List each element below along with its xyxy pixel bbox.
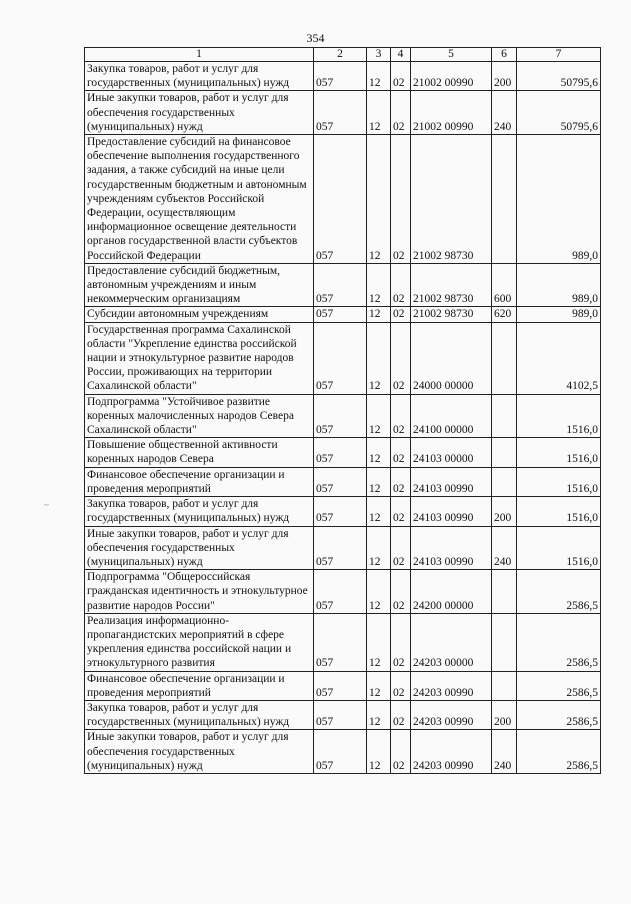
target-article-code: 21002 00990 xyxy=(411,91,492,135)
item-name: Предоставление субсидий бюджетным, автономным учреждениям и иным некоммерческим организациям xyxy=(85,263,314,307)
expense-type-code: 240 xyxy=(492,526,517,570)
amount: 1516,0 xyxy=(517,438,601,467)
target-article-code: 21002 00990 xyxy=(411,62,492,91)
column-header: 1 xyxy=(85,48,314,62)
item-name: Закупка товаров, работ и услуг для государственных (муниципальных) нужд xyxy=(85,700,314,729)
expense-type-code: 200 xyxy=(492,62,517,91)
section-code: 12 xyxy=(367,570,391,614)
subsection-code: 02 xyxy=(391,700,411,729)
column-header: 6 xyxy=(492,48,517,62)
column-header: 7 xyxy=(517,48,601,62)
amount: 2586,5 xyxy=(517,700,601,729)
ministry-code: 057 xyxy=(314,394,367,438)
ministry-code: 057 xyxy=(314,700,367,729)
section-code: 12 xyxy=(367,730,391,774)
item-name: Реализация информационно-пропагандистских мероприятий в сфере укрепления единства российской нации и этнокультурного развития xyxy=(85,613,314,671)
target-article-code: 24100 00000 xyxy=(411,394,492,438)
budget-table xyxy=(84,47,601,774)
ministry-code: 057 xyxy=(314,570,367,614)
table-row xyxy=(85,91,601,135)
ministry-code: 057 xyxy=(314,62,367,91)
amount: 989,0 xyxy=(517,263,601,307)
expense-type-code xyxy=(492,467,517,496)
item-name: Финансовое обеспечение организации и проведения мероприятий xyxy=(85,671,314,700)
page-number: 354 xyxy=(306,31,325,45)
section-code: 12 xyxy=(367,671,391,700)
ministry-code: 057 xyxy=(314,613,367,671)
column-header: 4 xyxy=(391,48,411,62)
ministry-code: 057 xyxy=(314,497,367,526)
amount: 989,0 xyxy=(517,307,601,322)
ministry-code: 057 xyxy=(314,322,367,394)
item-name: Закупка товаров, работ и услуг для государственных (муниципальных) нужд xyxy=(85,497,314,526)
item-name: Закупка товаров, работ и услуг для государственных (муниципальных) нужд xyxy=(85,62,314,91)
target-article-code: 21002 98730 xyxy=(411,263,492,307)
ministry-code: 057 xyxy=(314,307,367,322)
section-code: 12 xyxy=(367,613,391,671)
subsection-code: 02 xyxy=(391,730,411,774)
expense-type-code xyxy=(492,322,517,394)
ministry-code: 057 xyxy=(314,526,367,570)
expense-type-code: 620 xyxy=(492,307,517,322)
subsection-code: 02 xyxy=(391,613,411,671)
table-row xyxy=(85,438,601,467)
table-row xyxy=(85,394,601,438)
table-row xyxy=(85,700,601,729)
item-name: Государственная программа Сахалинской области "Укрепление единства российской нации и этнокультурное развитие народов России, проживающих на территории Сахалинской области" xyxy=(85,322,314,394)
amount: 1516,0 xyxy=(517,394,601,438)
target-article-code: 21002 98730 xyxy=(411,135,492,264)
expense-type-code xyxy=(492,570,517,614)
subsection-code: 02 xyxy=(391,91,411,135)
table-row xyxy=(85,322,601,394)
target-article-code: 24203 00990 xyxy=(411,700,492,729)
item-name: Иные закупки товаров, работ и услуг для обеспечения государственных (муниципальных) нужд xyxy=(85,91,314,135)
table-row xyxy=(85,307,601,322)
table-row xyxy=(85,62,601,91)
amount: 1516,0 xyxy=(517,467,601,496)
table-row xyxy=(85,263,601,307)
target-article-code: 24203 00000 xyxy=(411,613,492,671)
amount: 2586,5 xyxy=(517,671,601,700)
item-name: Иные закупки товаров, работ и услуг для обеспечения государственных (муниципальных) нужд xyxy=(85,730,314,774)
column-header: 3 xyxy=(367,48,391,62)
target-article-code: 24103 00000 xyxy=(411,438,492,467)
subsection-code: 02 xyxy=(391,570,411,614)
scan-mark: ~ xyxy=(44,500,49,510)
subsection-code: 02 xyxy=(391,263,411,307)
item-name: Предоставление субсидий на финансовое обеспечение выполнения государственного задания, а также субсидий на иные цели государственным бюджетным и автономным учреждениям субъектов Российской Федерации, осуществляющим информационное освещение деятельности органов государственной власти субъектов Российской Федерации xyxy=(85,135,314,264)
section-code: 12 xyxy=(367,322,391,394)
target-article-code: 24200 00000 xyxy=(411,570,492,614)
section-code: 12 xyxy=(367,394,391,438)
section-code: 12 xyxy=(367,307,391,322)
item-name: Подпрограмма "Устойчивое развитие коренных малочисленных народов Севера Сахалинской области" xyxy=(85,394,314,438)
section-code: 12 xyxy=(367,497,391,526)
ministry-code: 057 xyxy=(314,467,367,496)
table-row xyxy=(85,730,601,774)
target-article-code: 21002 98730 xyxy=(411,307,492,322)
section-code: 12 xyxy=(367,438,391,467)
amount: 50795,6 xyxy=(517,62,601,91)
expense-type-code: 240 xyxy=(492,91,517,135)
subsection-code: 02 xyxy=(391,322,411,394)
subsection-code: 02 xyxy=(391,62,411,91)
target-article-code: 24000 00000 xyxy=(411,322,492,394)
section-code: 12 xyxy=(367,263,391,307)
table-row xyxy=(85,526,601,570)
amount: 1516,0 xyxy=(517,526,601,570)
ministry-code: 057 xyxy=(314,263,367,307)
section-code: 12 xyxy=(367,135,391,264)
target-article-code: 24103 00990 xyxy=(411,467,492,496)
table-row xyxy=(85,467,601,496)
expense-type-code xyxy=(492,135,517,264)
section-code: 12 xyxy=(367,62,391,91)
subsection-code: 02 xyxy=(391,526,411,570)
ministry-code: 057 xyxy=(314,671,367,700)
expense-type-code: 200 xyxy=(492,497,517,526)
item-name: Субсидии автономным учреждениям xyxy=(85,307,314,322)
section-code: 12 xyxy=(367,526,391,570)
expense-type-code xyxy=(492,394,517,438)
subsection-code: 02 xyxy=(391,438,411,467)
item-name: Иные закупки товаров, работ и услуг для обеспечения государственных (муниципальных) нужд xyxy=(85,526,314,570)
expense-type-code: 200 xyxy=(492,700,517,729)
item-name: Подпрограмма "Общероссийская гражданская идентичность и этнокультурное развитие народов России" xyxy=(85,570,314,614)
amount: 50795,6 xyxy=(517,91,601,135)
column-header: 2 xyxy=(314,48,367,62)
expense-type-code xyxy=(492,438,517,467)
amount: 989,0 xyxy=(517,135,601,264)
item-name: Финансовое обеспечение организации и проведения мероприятий xyxy=(85,467,314,496)
target-article-code: 24103 00990 xyxy=(411,497,492,526)
expense-type-code xyxy=(492,613,517,671)
header-row xyxy=(85,48,601,62)
table-row xyxy=(85,497,601,526)
amount: 4102,5 xyxy=(517,322,601,394)
subsection-code: 02 xyxy=(391,497,411,526)
target-article-code: 24203 00990 xyxy=(411,671,492,700)
section-code: 12 xyxy=(367,467,391,496)
table-row xyxy=(85,135,601,264)
subsection-code: 02 xyxy=(391,394,411,438)
ministry-code: 057 xyxy=(314,91,367,135)
amount: 1516,0 xyxy=(517,497,601,526)
subsection-code: 02 xyxy=(391,135,411,264)
subsection-code: 02 xyxy=(391,671,411,700)
target-article-code: 24203 00990 xyxy=(411,730,492,774)
section-code: 12 xyxy=(367,91,391,135)
ministry-code: 057 xyxy=(314,730,367,774)
section-code: 12 xyxy=(367,700,391,729)
amount: 2586,5 xyxy=(517,613,601,671)
table-row xyxy=(85,570,601,614)
target-article-code: 24103 00990 xyxy=(411,526,492,570)
expense-type-code xyxy=(492,671,517,700)
table-row xyxy=(85,613,601,671)
expense-type-code: 600 xyxy=(492,263,517,307)
column-header: 5 xyxy=(411,48,492,62)
subsection-code: 02 xyxy=(391,467,411,496)
expense-type-code: 240 xyxy=(492,730,517,774)
item-name: Повышение общественной активности коренных народов Севера xyxy=(85,438,314,467)
subsection-code: 02 xyxy=(391,307,411,322)
amount: 2586,5 xyxy=(517,730,601,774)
ministry-code: 057 xyxy=(314,438,367,467)
ministry-code: 057 xyxy=(314,135,367,264)
amount: 2586,5 xyxy=(517,570,601,614)
table-row xyxy=(85,671,601,700)
